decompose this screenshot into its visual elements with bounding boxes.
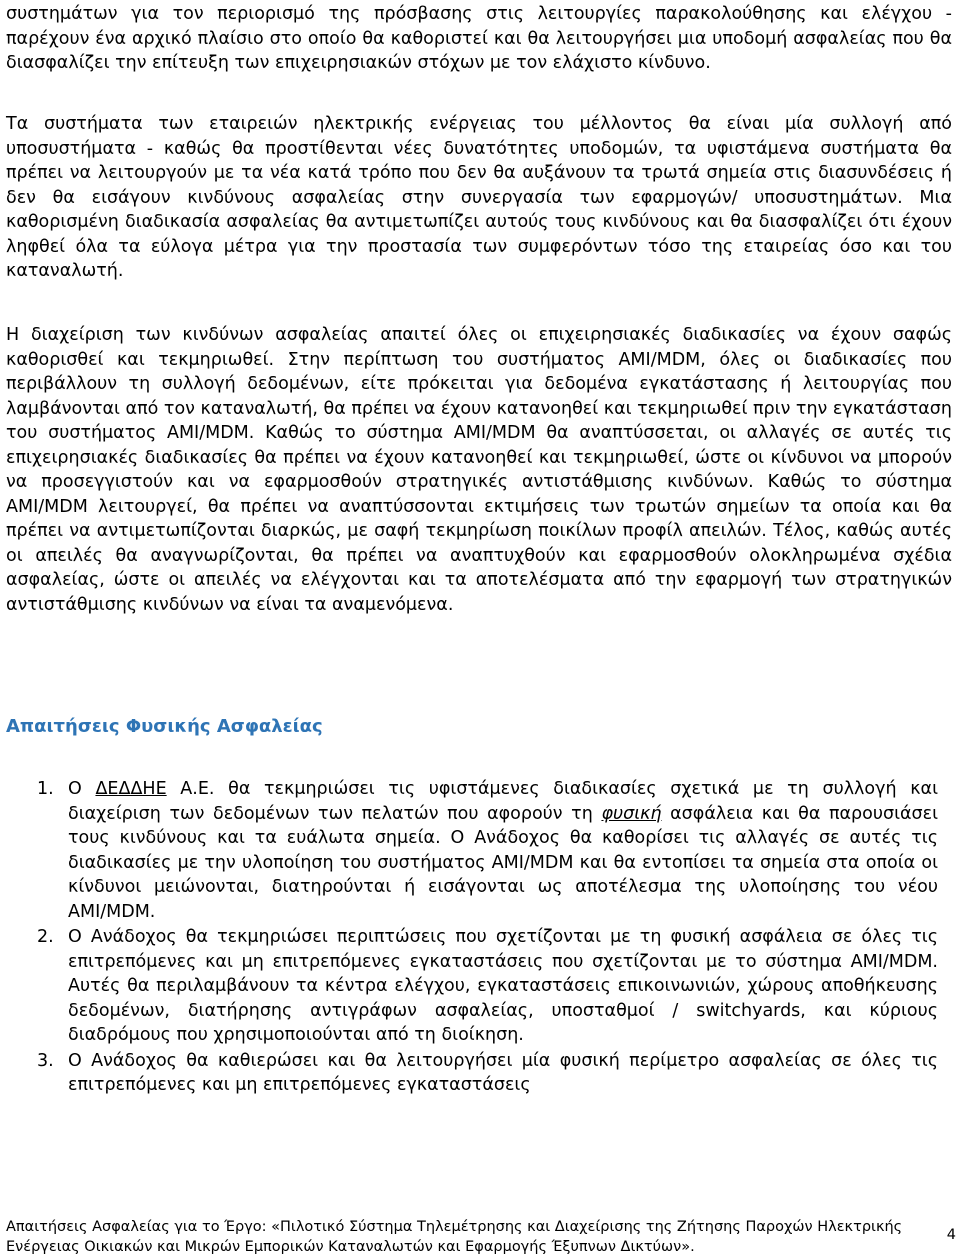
paragraph-risk-management: Η διαχείριση των κινδύνων ασφαλείας απαιτεί όλες οι επιχειρησιακές διαδικασίες να έχουν σαφώς καθορισθεί και τεκμηριωθεί. Στην περίπτωση του συστήματος AMI/MDM, όλες οι διαδικασίες που περιβάλλουν τη συλλογή δεδομένων, είτε πρόκειται για δεδομένα εγκατάστασης ή λειτουργίας που λαμβάνονται από τον καταναλωτή, θα πρέπει να έχουν κατανοηθεί και τεκμηριωθεί πριν την εγκατάσταση του συστήματος AMI/MDM. Καθώς το σύστημα AMI/MDM θα αναπτύσσεται, οι αλλαγές σε αυτές τις επιχειρησιακές διαδικασίες θα πρέπει να έχουν κατανοηθεί και τεκμηριωθεί, ώστε οι κίνδυνοι να μπορούν να προσεγγιστούν και να εφαρμοσθούν στρατηγικές αντιστάθμισης κινδύνων. Καθώς το σύστημα AMI/MDM λειτουργεί, θα πρέπει να αναπτύσσονται εκτιμήσεις των τρωτών σημείων τα οποία και θα πρέπει να αντιμετωπίζονται διαρκώς, με σαφή τεκμηρίωση ποικίλων προφίλ απειλών. Τέλος, καθώς αυτές οι απειλές θα αναγνωρίζονται, θα πρέπει να αναπτυχθούν και εφαρμοσθούν ολοκληρωμένα σχέδια ασφαλείας, ώστε οι απειλές να ελέγχονται και τα αποτελέσματα από την εφαρμογή των στρατηγικών αντιστάθμισης κινδύνων να είναι τα αναμενόμενα.: [6, 325, 952, 615]
list-item-text: [68, 777, 938, 924]
list-item-number: 3.: [37, 1050, 54, 1071]
section-heading: Απαιτήσεις Φυσικής Ασφαλείας: [6, 716, 323, 737]
list-item: [0, 777, 946, 924]
paragraph-systems: Τα συστήματα των εταιρειών ηλεκτρικής ενέργειας του μέλλοντος θα είναι μία συλλογή από υποσυστήματα - καθώς θα προστίθενται νέες δυνατότητες υποδομών, τα υφιστάμενα συστήματα θα πρέπει να λειτουργούν με τα νέα κατά τρόπο που δεν θα αυξάνουν τα τρωτά σημεία στις διασυνδέσεις ή δεν θα εισάγουν κινδύνους ασφαλείας στην συνεργασία των εφαρμογών/ υποσυστημάτων. Μια καθορισμένη διαδικασία ασφαλείας θα αντιμετωπίζει αυτούς τους κινδύνους και θα διασφαλίζει ότι έχουν ληφθεί όλα τα εύλογα μέτρα για την προστασία των συμφερόντων τόσο της εταιρείας όσο και του καταναλωτή.: [6, 114, 952, 281]
list-item-number: 2.: [37, 927, 54, 947]
text-run: Ο: [68, 779, 96, 799]
page-footer: [0, 1213, 960, 1256]
list-item-text: Ο Ανάδοχος θα καθιερώσει και θα λειτουργήσει μία φυσική περίμετρο ασφαλείας σε όλες τις επιτρεπόμενες και μη επιτρεπόμενες εγκαταστάσεις: [68, 1050, 938, 1095]
list-item-text: Ο Ανάδοχος θα τεκμηριώσει περιπτώσεις που σχετίζονται με τη φυσική ασφάλεια σε όλες τις επιτρεπόμενες και μη επιτρεπόμενες εγκαταστάσεις που σχετίζονται με το σύστημα AMI/MDM. Αυτές θα περιλαμβάνουν τα κέντρα ελέγχου, εγκαταστάσεις επικοινωνιών, χώρους αποθήκευσης δεδομένων, διατήρησης αντιγράφων ασφαλείας, υποσταθμοί / switchyards, και κύριους διαδρόμους που χρησιμοποιούνται από τη διοίκηση.: [68, 927, 938, 1045]
list-item: [0, 1049, 946, 1098]
requirements-list: [0, 777, 946, 1099]
emphasized-word: φυσική: [601, 803, 662, 824]
organization-name: ΔΕΔΔΗΕ: [95, 779, 167, 799]
footer-text: Απαιτήσεις Ασφαλείας για το Έργο: «Πιλοτικό Σύστημα Τηλεμέτρησης και Διαχείρισης της Ζήτησης Παροχών Ηλεκτρικής Ενέργειας Οικιακών και Μικρών Εμπορικών Καταναλωτών και Εφαρμογής Έξυπνων Δικτύων».: [6, 1219, 903, 1255]
list-item: [0, 925, 946, 1048]
text-run: Α.Ε. θα τεκμηριώσει τις υφιστάμενες διαδικασίες σχετικά με τη συλλογή και διαχείριση των δεδομένων των πελατών που αφορούν τη: [68, 779, 938, 824]
page-number: 4: [946, 1227, 956, 1243]
list-item-number: 1.: [37, 779, 54, 799]
paragraph-intro: συστημάτων για τον περιορισμό της πρόσβασης στις λειτουργίες παρακολούθησης και ελέγχου - παρέχουν ένα αρχικό πλαίσιο στο οποίο θα καθοριστεί και θα λειτουργήσει μια υποδομή ασφαλείας που θα διασφαλίζει την επίτευξη των επιχειρησιακών στόχων με τον ελάχιστο κίνδυνο.: [6, 4, 952, 73]
text-run: ασφάλεια και θα παρουσιάσει τους κινδύνους και τα ευάλωτα σημεία. Ο Ανάδοχος θα καθορίσει τις αλλαγές σε αυτές τις διαδικασίες με την υλοποίηση του συστήματος AMI/MDM και θα εντοπίσει τα σημεία στα οποία οι κίνδυνοι μειώνονται, διατηρούνται ή εισάγονται ως αποτέλεσμα της υλοποίησης του νέου AMI/MDM.: [68, 803, 939, 922]
